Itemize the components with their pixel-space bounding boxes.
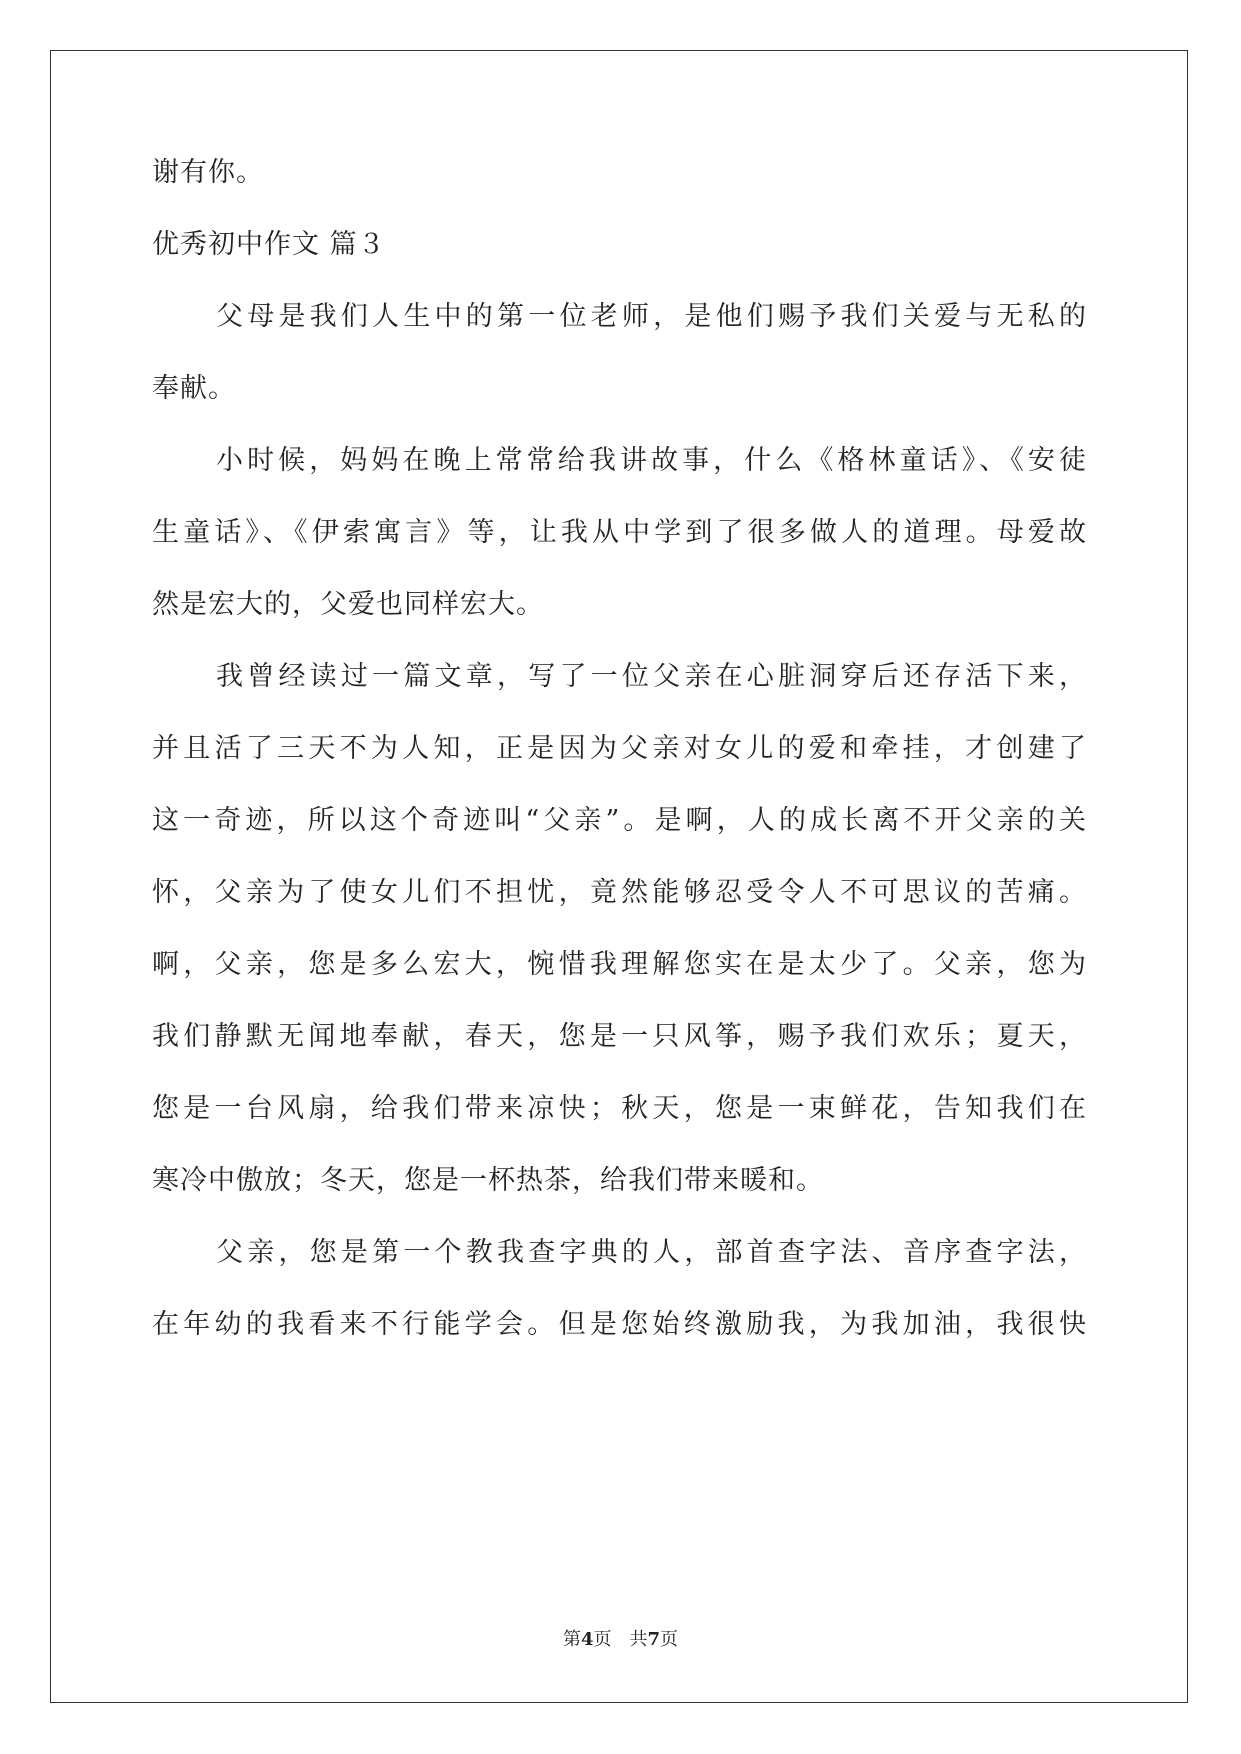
text-line: 谢有你。 [152, 157, 264, 188]
text-line: 小时候，妈妈在晚上常常给我讲故事，什么《格林童话》、《安徒 [216, 445, 1087, 476]
section-heading: 优秀初中作文 篇３ [152, 229, 386, 260]
text-line: 父母是我们人生中的第一位老师，是他们赐予我们关爱与无私的 [216, 301, 1087, 332]
text-line: 我们静默无闻地奉献，春天，您是一只风筝，赐予我们欢乐；夏天， [152, 1021, 1087, 1052]
text-line: 然是宏大的，父爱也同样宏大。 [152, 589, 544, 620]
text-line: 生童话》、《伊索寓言》等，让我从中学到了很多做人的道理。母爱故 [152, 517, 1087, 548]
text-line: 寒冷中傲放；冬天，您是一杯热茶，给我们带来暖和。 [152, 1165, 824, 1196]
page-footer [0, 1625, 1241, 1651]
text-line: 父亲，您是第一个教我查字典的人，部首查字法、音序查字法， [216, 1237, 1087, 1268]
page-total: 共7页 [629, 1629, 679, 1650]
text-line: 在年幼的我看来不行能学会。但是您始终激励我，为我加油，我很快 [152, 1309, 1087, 1340]
text-line: 怀，父亲为了使女儿们不担忧，竟然能够忍受令人不可思议的苦痛。 [152, 877, 1087, 908]
text-line: 您是一台风扇，给我们带来凉快；秋天，您是一束鲜花，告知我们在 [152, 1093, 1087, 1124]
text-line: 奉献。 [152, 373, 236, 404]
page-number: 第4页 [562, 1629, 612, 1650]
text-line: 并且活了三天不为人知，正是因为父亲对女儿的爱和牵挂，才创建了 [152, 733, 1087, 764]
text-line: 我曾经读过一篇文章，写了一位父亲在心脏洞穿后还存活下来， [216, 661, 1087, 692]
text-line: 啊，父亲，您是多么宏大，惋惜我理解您实在是太少了。父亲，您为 [152, 949, 1087, 980]
text-line: 这一奇迹，所以这个奇迹叫“父亲”。是啊，人的成长离不开父亲的关 [152, 805, 1087, 836]
